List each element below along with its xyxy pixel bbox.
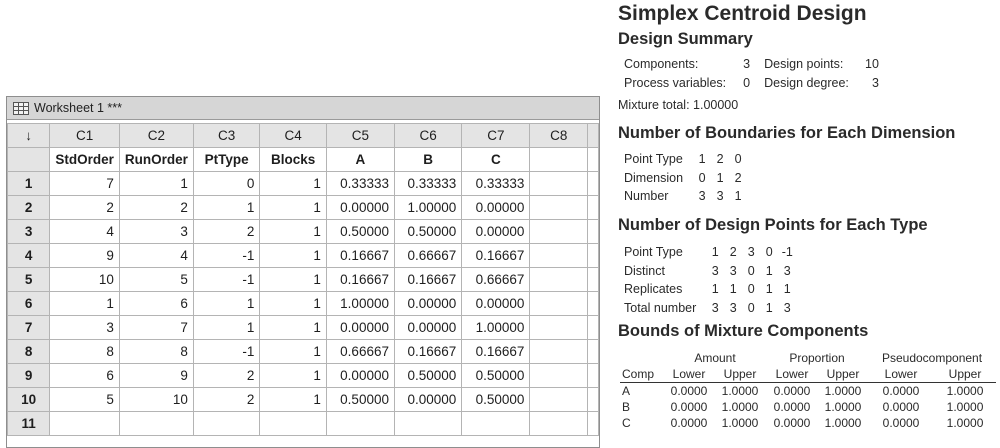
- worksheet-titlebar[interactable]: [7, 97, 599, 120]
- data-cell[interactable]: 2: [193, 388, 259, 412]
- data-cell[interactable]: 1: [260, 220, 327, 244]
- bounds-subheader: Upper: [714, 366, 766, 383]
- data-cell[interactable]: 0.66667: [326, 340, 394, 364]
- row-value: 2: [734, 170, 742, 185]
- data-cell[interactable]: [394, 412, 461, 436]
- design-points-type-table: [624, 243, 796, 317]
- row-number[interactable]: 7: [8, 316, 50, 340]
- row-value: 1: [765, 263, 773, 278]
- bounds-value: 1.0000: [824, 384, 862, 398]
- session-output: [606, 0, 1000, 446]
- row-number[interactable]: 8: [8, 340, 50, 364]
- bounds-value: 1.0000: [721, 416, 759, 430]
- row-value: -1: [781, 245, 793, 260]
- table-row: [624, 169, 747, 188]
- components-value: 3: [743, 57, 751, 72]
- bounds-subheader: Upper: [934, 366, 996, 383]
- table-row: [624, 299, 796, 318]
- row-label: Point Type: [624, 152, 683, 167]
- data-cell[interactable]: 2: [193, 220, 259, 244]
- data-cell[interactable]: 1: [260, 172, 327, 196]
- bounds-group-header: Pseudocomponent: [881, 351, 983, 365]
- data-cell[interactable]: 0.00000: [462, 220, 530, 244]
- data-cell[interactable]: [530, 388, 588, 412]
- data-cell[interactable]: [530, 292, 588, 316]
- bounds-comp: C: [622, 416, 631, 430]
- column-id-header[interactable]: C5: [326, 124, 394, 148]
- bounds-subheader: Lower: [766, 366, 818, 383]
- row-value: 0: [747, 300, 755, 315]
- row-value: 1: [765, 282, 773, 297]
- data-cell[interactable]: 1.00000: [462, 316, 530, 340]
- data-cell[interactable]: 1: [260, 340, 327, 364]
- data-cell[interactable]: 0.16667: [462, 244, 530, 268]
- data-cell[interactable]: 0.33333: [394, 172, 461, 196]
- data-cell[interactable]: 1: [193, 196, 259, 220]
- data-cell[interactable]: [588, 364, 599, 388]
- data-cell[interactable]: 0.00000: [394, 292, 461, 316]
- bounds-value: 1.0000: [824, 400, 862, 414]
- process-variables-label: Process variables:: [624, 75, 727, 90]
- data-cell[interactable]: [260, 412, 327, 436]
- process-variables-value: 0: [743, 75, 751, 90]
- design-degree-value: 3: [871, 75, 879, 90]
- column-id-header[interactable]: C3: [193, 124, 259, 148]
- column-id-header[interactable]: C7: [462, 124, 530, 148]
- bounds-value: 1.0000: [721, 384, 759, 398]
- bounds-value: 1.0000: [721, 400, 759, 414]
- data-cell[interactable]: [588, 292, 599, 316]
- row-value: 3: [711, 300, 719, 315]
- data-cell[interactable]: [462, 412, 530, 436]
- table-row: [8, 364, 599, 388]
- data-cell[interactable]: [530, 220, 588, 244]
- data-cell[interactable]: 2: [119, 196, 193, 220]
- data-cell[interactable]: 0.66667: [462, 268, 530, 292]
- column-name-cell[interactable]: [588, 148, 599, 172]
- data-cell[interactable]: 0.16667: [394, 340, 461, 364]
- data-cell[interactable]: [588, 172, 599, 196]
- bounds-value: 0.0000: [773, 384, 811, 398]
- row-number[interactable]: 10: [8, 388, 50, 412]
- row-number[interactable]: 5: [8, 268, 50, 292]
- data-cell[interactable]: 1: [260, 196, 327, 220]
- data-cell[interactable]: 1.00000: [394, 196, 461, 220]
- table-row: [620, 399, 996, 415]
- table-row: [8, 316, 599, 340]
- design-points-value: 10: [865, 57, 879, 72]
- row-label: Distinct: [624, 263, 665, 278]
- row-value: 3: [711, 263, 719, 278]
- bounds-value: 0.0000: [773, 416, 811, 430]
- bounds-table: [620, 350, 996, 431]
- bounds-value: 0.0000: [670, 400, 708, 414]
- row-value: 1: [734, 189, 742, 204]
- row-value: 1: [783, 282, 791, 297]
- bounds-value: 0.0000: [670, 384, 708, 398]
- row-value: 1: [711, 245, 719, 260]
- row-value: 3: [747, 245, 755, 260]
- data-cell[interactable]: 0.00000: [462, 292, 530, 316]
- row-value: 0: [747, 282, 755, 297]
- data-cell[interactable]: 6: [119, 292, 193, 316]
- bounds-value: 0.0000: [882, 416, 920, 430]
- row-label: Dimension: [624, 170, 684, 185]
- row-value: 3: [729, 300, 737, 315]
- data-cell[interactable]: 0.16667: [326, 268, 394, 292]
- data-cell[interactable]: 4: [50, 220, 120, 244]
- data-cell[interactable]: 1.00000: [326, 292, 394, 316]
- table-row: [620, 383, 996, 400]
- worksheet-title: Worksheet 1 ***: [34, 101, 123, 115]
- worksheet-grid[interactable]: [7, 123, 599, 436]
- row-value: 3: [783, 263, 791, 278]
- data-cell[interactable]: 0.00000: [326, 196, 394, 220]
- table-row: [8, 412, 599, 436]
- table-row: [624, 280, 796, 299]
- bounds-group-spacer: [620, 350, 664, 366]
- data-cell[interactable]: 6: [50, 364, 120, 388]
- bounds-value: 1.0000: [824, 416, 862, 430]
- column-name-row: [8, 148, 599, 172]
- data-cell[interactable]: 2: [193, 364, 259, 388]
- data-cell[interactable]: -1: [193, 244, 259, 268]
- column-name-cell[interactable]: PtType: [193, 148, 259, 172]
- data-cell[interactable]: 3: [50, 316, 120, 340]
- row-label: Replicates: [624, 282, 683, 297]
- design-points-label: Design points:: [764, 57, 844, 72]
- data-cell[interactable]: 0.00000: [394, 388, 461, 412]
- column-id-header[interactable]: C6: [394, 124, 461, 148]
- data-cell[interactable]: 10: [119, 388, 193, 412]
- data-cell[interactable]: 1: [260, 292, 327, 316]
- boundaries-table: [624, 150, 747, 206]
- data-cell[interactable]: 0.50000: [326, 220, 394, 244]
- data-cell[interactable]: 9: [119, 364, 193, 388]
- data-cell[interactable]: [530, 244, 588, 268]
- design-points-type-heading: Number of Design Points for Each Type: [618, 216, 928, 234]
- data-cell[interactable]: 0.66667: [394, 244, 461, 268]
- column-name-cell[interactable]: StdOrder: [50, 148, 120, 172]
- data-cell[interactable]: [588, 340, 599, 364]
- data-cell[interactable]: 3: [119, 220, 193, 244]
- row-value: 0: [734, 152, 742, 167]
- table-row: [8, 388, 599, 412]
- row-number[interactable]: 3: [8, 220, 50, 244]
- design-summary-heading: Design Summary: [618, 30, 753, 48]
- data-cell[interactable]: [588, 268, 599, 292]
- bounds-value: 1.0000: [946, 416, 984, 430]
- data-cell[interactable]: [530, 172, 588, 196]
- data-cell[interactable]: 1: [119, 172, 193, 196]
- data-cell[interactable]: [530, 340, 588, 364]
- row-value: 3: [729, 263, 737, 278]
- data-cell[interactable]: 1: [260, 244, 327, 268]
- data-cell[interactable]: [530, 412, 588, 436]
- row-number[interactable]: 6: [8, 292, 50, 316]
- row-value: 3: [698, 189, 706, 204]
- data-cell[interactable]: 0.16667: [462, 340, 530, 364]
- data-cell[interactable]: 0.50000: [394, 220, 461, 244]
- data-cell[interactable]: 0.50000: [462, 364, 530, 388]
- data-cell[interactable]: 0.33333: [326, 172, 394, 196]
- data-cell[interactable]: 1: [260, 364, 327, 388]
- bounds-value: 0.0000: [670, 416, 708, 430]
- row-number[interactable]: 2: [8, 196, 50, 220]
- table-row: [624, 243, 796, 262]
- data-cell[interactable]: [588, 196, 599, 220]
- bounds-subheader-row: [620, 366, 996, 383]
- data-cell[interactable]: [588, 244, 599, 268]
- row-value: 0: [698, 170, 706, 185]
- column-name-cell[interactable]: A: [326, 148, 394, 172]
- column-id-header[interactable]: C8: [530, 124, 588, 148]
- table-row: [8, 244, 599, 268]
- table-row: [620, 415, 996, 431]
- data-cell[interactable]: 0.00000: [462, 196, 530, 220]
- column-id-header[interactable]: C1: [50, 124, 120, 148]
- data-cell[interactable]: 1: [50, 292, 120, 316]
- row-value: 1: [711, 282, 719, 297]
- data-cell[interactable]: 1: [260, 268, 327, 292]
- data-cell[interactable]: 2: [50, 196, 120, 220]
- bounds-group-header: Proportion: [789, 351, 845, 365]
- data-cell[interactable]: 1: [260, 388, 327, 412]
- worksheet-grid-icon: [13, 102, 29, 115]
- column-id-header[interactable]: [588, 124, 599, 148]
- column-id-row: [8, 124, 599, 148]
- data-cell[interactable]: 9: [50, 244, 120, 268]
- table-row: [624, 187, 747, 206]
- column-name-corner: [8, 148, 50, 172]
- mixture-total: Mixture total: 1.00000: [618, 98, 739, 112]
- row-value: 3: [716, 189, 724, 204]
- bounds-value: 1.0000: [946, 384, 984, 398]
- row-value: 1: [729, 282, 737, 297]
- bounds-group-header: Amount: [694, 351, 736, 365]
- design-degree-label: Design degree:: [764, 75, 849, 90]
- data-cell[interactable]: 1: [193, 292, 259, 316]
- data-cell[interactable]: 1: [260, 316, 327, 340]
- components-label: Components:: [624, 57, 699, 72]
- data-cell[interactable]: 10: [50, 268, 120, 292]
- data-cell[interactable]: 7: [119, 316, 193, 340]
- data-cell[interactable]: 0.16667: [326, 244, 394, 268]
- bounds-heading: Bounds of Mixture Components: [618, 322, 869, 340]
- row-value: 3: [783, 300, 791, 315]
- data-cell[interactable]: [588, 388, 599, 412]
- column-name-cell[interactable]: Blocks: [260, 148, 327, 172]
- data-cell[interactable]: 0.00000: [394, 316, 461, 340]
- data-cell[interactable]: [588, 412, 599, 436]
- data-cell[interactable]: 8: [50, 340, 120, 364]
- data-cell[interactable]: 0: [193, 172, 259, 196]
- table-row: [8, 268, 599, 292]
- data-cell[interactable]: [588, 220, 599, 244]
- row-label: Point Type: [624, 245, 683, 260]
- bounds-group-row: [620, 350, 996, 366]
- table-row: [624, 150, 747, 169]
- data-cell[interactable]: 0.50000: [394, 364, 461, 388]
- data-cell[interactable]: 0.00000: [326, 364, 394, 388]
- bounds-value: 0.0000: [773, 400, 811, 414]
- data-cell[interactable]: -1: [193, 340, 259, 364]
- row-value: 0: [747, 263, 755, 278]
- bounds-value: 1.0000: [946, 400, 984, 414]
- row-value: 2: [716, 152, 724, 167]
- data-cell[interactable]: 5: [119, 268, 193, 292]
- worksheet-window[interactable]: [6, 96, 600, 448]
- row-value: 2: [729, 245, 737, 260]
- row-number[interactable]: 1: [8, 172, 50, 196]
- data-cell[interactable]: 0.16667: [394, 268, 461, 292]
- row-label: Number: [624, 189, 669, 204]
- bounds-value: 0.0000: [882, 400, 920, 414]
- design-summary-table: [624, 55, 885, 92]
- row-value: 1: [716, 170, 724, 185]
- data-cell[interactable]: [530, 196, 588, 220]
- data-cell[interactable]: 0.33333: [462, 172, 530, 196]
- data-cell[interactable]: 1: [193, 316, 259, 340]
- row-number[interactable]: 11: [8, 412, 50, 436]
- data-cell[interactable]: [588, 316, 599, 340]
- table-row: [8, 340, 599, 364]
- output-title: Simplex Centroid Design: [618, 2, 867, 25]
- data-cell[interactable]: 4: [119, 244, 193, 268]
- row-value: 1: [698, 152, 706, 167]
- data-cell[interactable]: [530, 316, 588, 340]
- table-row: [8, 196, 599, 220]
- column-name-cell[interactable]: [530, 148, 588, 172]
- table-row: [8, 220, 599, 244]
- column-id-header[interactable]: C4: [260, 124, 327, 148]
- row-number[interactable]: 9: [8, 364, 50, 388]
- row-number[interactable]: 4: [8, 244, 50, 268]
- data-cell[interactable]: [50, 412, 120, 436]
- column-name-cell[interactable]: RunOrder: [119, 148, 193, 172]
- data-cell[interactable]: 8: [119, 340, 193, 364]
- bounds-subheader: Lower: [868, 366, 934, 383]
- bounds-subheader: Upper: [818, 366, 868, 383]
- boundaries-heading: Number of Boundaries for Each Dimension: [618, 124, 956, 142]
- row-value: 1: [765, 300, 773, 315]
- bounds-subheader: Comp: [620, 366, 664, 383]
- data-cell[interactable]: [530, 268, 588, 292]
- data-cell[interactable]: 5: [50, 388, 120, 412]
- data-cell[interactable]: 0.50000: [326, 388, 394, 412]
- data-cell[interactable]: 0.00000: [326, 316, 394, 340]
- column-id-header[interactable]: C2: [119, 124, 193, 148]
- table-row: [624, 262, 796, 281]
- data-cell[interactable]: [193, 412, 259, 436]
- column-name-cell[interactable]: B: [394, 148, 461, 172]
- bounds-comp: B: [622, 400, 631, 414]
- data-cell[interactable]: 0.50000: [462, 388, 530, 412]
- data-cell[interactable]: [326, 412, 394, 436]
- row-value: 0: [765, 245, 773, 260]
- table-row: [8, 292, 599, 316]
- column-name-cell[interactable]: C: [462, 148, 530, 172]
- row-label: Total number: [624, 300, 697, 315]
- data-cell[interactable]: -1: [193, 268, 259, 292]
- data-cell[interactable]: 7: [50, 172, 120, 196]
- bounds-comp: A: [622, 384, 631, 398]
- select-all-corner[interactable]: ↓: [8, 124, 50, 148]
- data-cell[interactable]: [530, 364, 588, 388]
- bounds-subheader: Lower: [664, 366, 714, 383]
- bounds-value: 0.0000: [882, 384, 920, 398]
- table-row: [8, 172, 599, 196]
- data-cell[interactable]: [119, 412, 193, 436]
